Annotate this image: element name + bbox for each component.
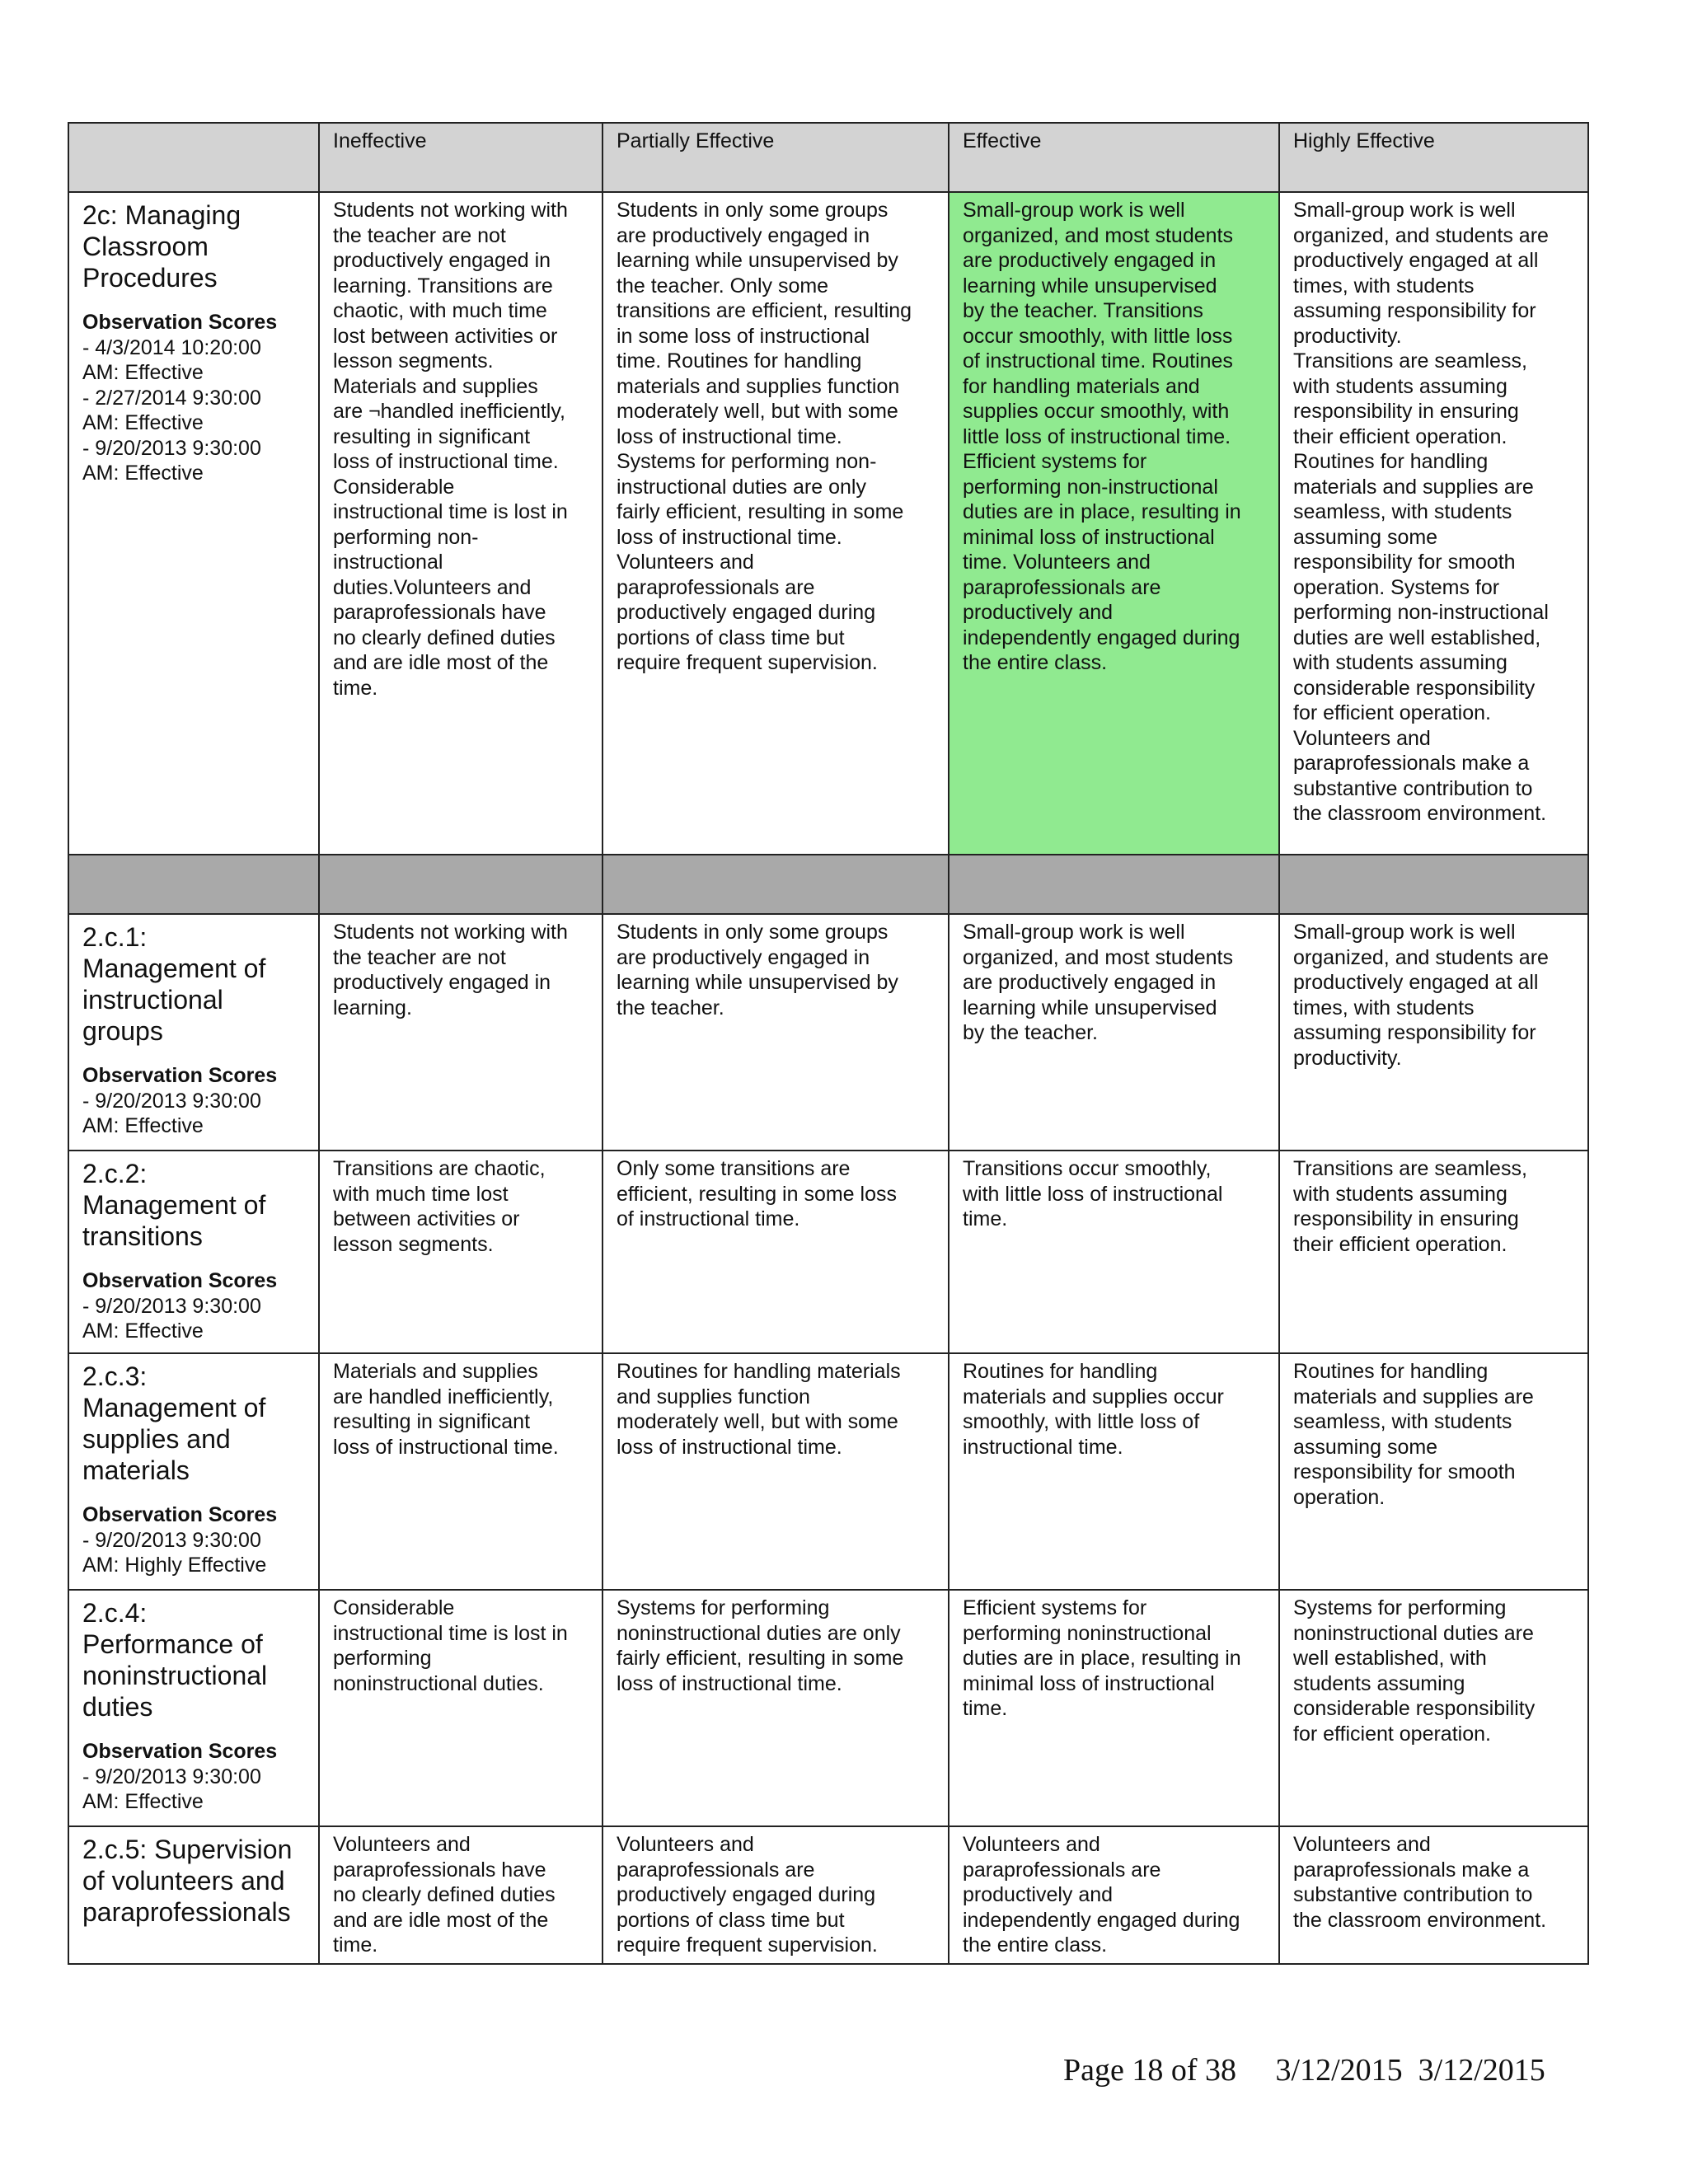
rubric-text-line: responsibility for smooth [1293, 1460, 1516, 1483]
observation-scores-heading: Observation Scores [82, 1064, 278, 1087]
rubric-text-line: Small-group work is well [1293, 921, 1516, 944]
rubric-text-line: Volunteers and [1293, 726, 1431, 750]
rubric-text-line: Only some transitions are [617, 1157, 851, 1180]
rubric-cell-ineffective [319, 1353, 603, 1590]
rubric-text-line: Transitions are seamless, [1293, 349, 1527, 373]
rubric-cell-highly-effective [1279, 1826, 1588, 1964]
rubric-text-line: fairly efficient, resulting in some [617, 1647, 904, 1670]
section-divider-cell [603, 855, 949, 914]
rubric-text-line: lesson segments. [333, 1232, 494, 1256]
rubric-text-line: substantive contribution to [1293, 1883, 1533, 1906]
rubric-text-line: considerable responsibility [1293, 1697, 1536, 1720]
rubric-text-line: performing non-instructional [1293, 601, 1549, 624]
component-title-line: materials [82, 1455, 190, 1485]
component-title-line: Procedures [82, 263, 218, 293]
rubric-cell-effective [949, 1151, 1279, 1353]
rubric-cell-partially-effective [603, 1590, 949, 1826]
rubric-text-line: Systems for performing [617, 1596, 830, 1619]
rubric-text-line: Systems for performing non- [617, 450, 877, 473]
rubric-text-line: loss of instructional time. [333, 450, 559, 473]
rubric-text-line: Routines for handling [1293, 450, 1489, 473]
rubric-text-line: moderately well, but with some [617, 1410, 898, 1433]
rubric-text-line: are ¬handled inefficiently, [333, 400, 565, 423]
rubric-text-line: time. [963, 1207, 1008, 1230]
observation-score-line: AM: Effective [82, 1790, 204, 1813]
observation-score-line: - 4/3/2014 10:20:00 [82, 335, 261, 359]
rubric-text-line: chaotic, with much time [333, 299, 547, 322]
rubric-text-line: time. Routines for handling [617, 349, 862, 373]
component-title-line: 2c: Managing [82, 200, 241, 230]
section-divider-cell [949, 855, 1279, 914]
rubric-cell-partially-effective [603, 914, 949, 1151]
rubric-text-line: the teacher. Only some [617, 274, 829, 298]
rubric-text-line: resulting in significant [333, 424, 531, 448]
rubric-text-line: Students not working with [333, 199, 568, 222]
rubric-text-line: Systems for performing [1293, 1596, 1507, 1619]
rubric-text-line: times, with students [1293, 996, 1475, 1019]
rubric-text-line: the classroom environment. [1293, 1908, 1547, 1932]
rubric-text-line: assuming responsibility for [1293, 299, 1536, 322]
rubric-text-line: assuming some [1293, 1435, 1438, 1459]
rubric-text-line: considerable responsibility [1293, 676, 1536, 700]
page-number: Page 18 of 38 [1063, 2053, 1237, 2088]
rubric-text-line: with students assuming [1293, 374, 1507, 398]
rubric-text-line: fairly efficient, resulting in some [617, 500, 904, 523]
rubric-text-line: with students assuming [1293, 651, 1507, 674]
component-title [82, 1361, 305, 1486]
rubric-text-line: occur smoothly, with little loss [963, 324, 1233, 348]
rubric-text-line: Small-group work is well [1293, 199, 1516, 222]
rubric-text-line: assuming responsibility for [1293, 1021, 1536, 1044]
rubric-text-line: productively engaged during [617, 1883, 876, 1906]
rubric-text-line: are handled inefficiently, [333, 1385, 554, 1408]
rubric-text-line: loss of instructional time. [617, 525, 842, 549]
rubric-text-line: the teacher. [617, 996, 724, 1019]
rubric-text-line: by the teacher. Transitions [963, 299, 1203, 322]
rubric-text-line: paraprofessionals are [963, 575, 1161, 599]
header-cell-highly-effective: Highly Effective [1279, 123, 1588, 192]
rubric-text-line: learning. Transitions are [333, 274, 553, 298]
rubric-text-line: no clearly defined duties [333, 1883, 556, 1906]
rubric-text-line: lesson segments. [333, 349, 494, 373]
rubric-text-line: Volunteers and [333, 1833, 471, 1856]
component-title-line: 2.c.4: [82, 1598, 148, 1628]
rubric-text-line: performing non-instructional [963, 475, 1218, 499]
observation-score-line: AM: Highly Effective [82, 1554, 267, 1577]
component-title-line: noninstructional [82, 1661, 268, 1690]
header-cell-partially-effective: Partially Effective [603, 123, 949, 192]
rubric-text-line: Volunteers and [1293, 1833, 1431, 1856]
rubric-text-line: instructional time is lost in [333, 1621, 568, 1645]
rubric-row-subcomponent [68, 914, 1588, 1151]
rubric-text-line: performing non- [333, 525, 479, 549]
rubric-text-line: Materials and supplies [333, 374, 538, 398]
rubric-text-line: and supplies function [617, 1385, 810, 1408]
rubric-text-line: paraprofessionals are [617, 575, 815, 599]
header-cell-blank [68, 123, 319, 192]
rubric-text-line: time. [333, 676, 378, 700]
rubric-text-line: and are idle most of the [333, 651, 549, 674]
rubric-text-line: the entire class. [963, 1933, 1108, 1957]
rubric-cell-highly-effective [1279, 1151, 1588, 1353]
rubric-text-line: for efficient operation. [1293, 701, 1491, 724]
rubric-text-line: operation. [1293, 1485, 1386, 1509]
footer-date: 3/12/2015 [1418, 2053, 1545, 2088]
component-title-line: 2.c.5: Supervision [82, 1835, 293, 1864]
component-title-line: 2.c.3: [82, 1361, 148, 1391]
rubric-text-line: organized, and students are [1293, 945, 1549, 969]
rubric-text-line: materials and supplies occur [963, 1385, 1224, 1408]
rubric-text-line: performing [333, 1647, 432, 1670]
rubric-text-line: are productively engaged in [963, 971, 1217, 994]
observation-scores-heading: Observation Scores [82, 1269, 278, 1292]
rubric-cell-ineffective [319, 192, 603, 855]
component-title-line: Performance of [82, 1629, 263, 1659]
component-title-line: instructional [82, 985, 223, 1015]
rubric-text-line: Small-group work is well [963, 199, 1185, 222]
page-footer [1063, 2052, 1545, 2088]
observation-score-line: - 9/20/2013 9:30:00 [82, 1294, 261, 1318]
rubric-cell-highly-effective [1279, 192, 1588, 855]
component-title-line: groups [82, 1016, 163, 1046]
rubric-text-line: paraprofessionals make a [1293, 1858, 1530, 1882]
component-title-line: paraprofessionals [82, 1897, 291, 1927]
rubric-text-line: lost between activities or [333, 324, 558, 348]
component-title-line: transitions [82, 1221, 203, 1251]
rubric-text-line: students assuming [1293, 1671, 1465, 1695]
component-label-cell [68, 192, 319, 855]
rubric-text-line: Transitions occur smoothly, [963, 1157, 1212, 1180]
component-title [82, 1834, 305, 1928]
rubric-text-line: organized, and most students [963, 223, 1233, 247]
component-title-line: Management of [82, 1393, 266, 1422]
component-label-cell [68, 1826, 319, 1964]
observation-score-line: AM: Effective [82, 411, 204, 434]
rubric-row-subcomponent [68, 1826, 1588, 1964]
rubric-text-line: with much time lost [333, 1182, 509, 1206]
rubric-text-line: Students in only some groups [617, 199, 889, 222]
rubric-text-line: productivity. [1293, 1046, 1402, 1070]
rubric-text-line: time. [963, 1697, 1008, 1720]
rubric-text-line: efficient, resulting in some loss [617, 1182, 897, 1206]
rubric-cell-partially-effective [603, 1151, 949, 1353]
rubric-text-line: portions of class time but [617, 626, 845, 649]
observation-score-line: - 9/20/2013 9:30:00 [82, 1765, 261, 1788]
rubric-text-line: seamless, with students [1293, 500, 1512, 523]
observation-scores-heading: Observation Scores [82, 1740, 278, 1763]
rubric-cell-highly-effective [1279, 1353, 1588, 1590]
rubric-text-line: Students in only some groups [617, 921, 889, 944]
rubric-text-line: assuming some [1293, 525, 1438, 549]
rubric-text-line: performing noninstructional [963, 1621, 1212, 1645]
rubric-text-line: materials and supplies are [1293, 1385, 1534, 1408]
rubric-text-line: times, with students [1293, 274, 1475, 298]
rubric-table [68, 122, 1589, 1965]
rubric-text-line: instructional time is lost in [333, 500, 568, 523]
rubric-text-line: between activities or [333, 1207, 520, 1230]
rubric-cell-effective [949, 1826, 1279, 1964]
observation-score-line: AM: Effective [82, 361, 204, 384]
component-title-line: supplies and [82, 1424, 231, 1454]
rubric-text-line: moderately well, but with some [617, 400, 898, 423]
rubric-text-line: supplies occur smoothly, with [963, 400, 1230, 423]
rubric-text-line: in some loss of instructional [617, 324, 870, 348]
rubric-text-line: require frequent supervision. [617, 651, 878, 674]
rubric-text-line: Small-group work is well [963, 921, 1185, 944]
footer-date: 3/12/2015 [1275, 2053, 1403, 2088]
rubric-text-line: operation. Systems for [1293, 575, 1500, 599]
rubric-text-line: instructional duties are only [617, 475, 866, 499]
rubric-text-line: smoothly, with little loss of [963, 1410, 1200, 1433]
rubric-text-line: paraprofessionals are [617, 1858, 815, 1882]
rubric-text-line: are productively engaged in [617, 223, 870, 247]
section-divider-row [68, 855, 1588, 914]
component-label-cell [68, 1353, 319, 1590]
rubric-text-line: noninstructional duties are only [617, 1621, 901, 1645]
rubric-text-line: minimal loss of instructional [963, 525, 1215, 549]
header-row [68, 123, 1588, 192]
observation-score-line: AM: Effective [82, 1319, 204, 1343]
rubric-text-line: time. Volunteers and [963, 551, 1151, 574]
rubric-text-line: and are idle most of the [333, 1908, 549, 1932]
rubric-text-line: the entire class. [963, 651, 1108, 674]
rubric-text-line: duties.Volunteers and [333, 575, 532, 599]
rubric-text-line: materials and supplies function [617, 374, 900, 398]
rubric-cell-ineffective [319, 1826, 603, 1964]
observation-score-line: AM: Effective [82, 462, 204, 485]
rubric-cell-partially-effective [603, 1353, 949, 1590]
rubric-text-line: minimal loss of instructional [963, 1671, 1215, 1695]
rubric-row-subcomponent [68, 1353, 1588, 1590]
rubric-text-line: well established, with [1293, 1647, 1487, 1670]
rubric-cell-highly-effective [1279, 1590, 1588, 1826]
rubric-cell-effective [949, 192, 1279, 855]
rubric-text-line: little loss of instructional time. [963, 424, 1231, 448]
rubric-text-line: for efficient operation. [1293, 1722, 1491, 1746]
rubric-text-line: duties are in place, resulting in [963, 500, 1241, 523]
rubric-cell-partially-effective [603, 192, 949, 855]
component-title-line: Management of [82, 1190, 266, 1220]
rubric-text-line: loss of instructional time. [333, 1435, 559, 1459]
rubric-text-line: Transitions are chaotic, [333, 1157, 546, 1180]
rubric-text-line: paraprofessionals are [963, 1858, 1161, 1882]
rubric-text-line: portions of class time but [617, 1908, 845, 1932]
observation-score-line: - 9/20/2013 9:30:00 [82, 436, 261, 460]
component-title-line: duties [82, 1692, 153, 1722]
rubric-text-line: independently engaged during [963, 1908, 1240, 1932]
component-label-cell [68, 914, 319, 1151]
rubric-cell-ineffective [319, 1151, 603, 1353]
rubric-text-line: no clearly defined duties [333, 626, 556, 649]
rubric-text-line: materials and supplies are [1293, 475, 1534, 499]
rubric-text-line: their efficient operation. [1293, 424, 1507, 448]
component-title [82, 199, 305, 293]
rubric-text-line: paraprofessionals make a [1293, 752, 1530, 775]
rubric-text-line: noninstructional duties are [1293, 1621, 1534, 1645]
rubric-text-line: Students not working with [333, 921, 568, 944]
rubric-text-line: loss of instructional time. [617, 424, 842, 448]
rubric-text-line: loss of instructional time. [617, 1671, 842, 1695]
rubric-text-line: organized, and most students [963, 945, 1233, 969]
rubric-text-line: productively and [963, 601, 1114, 624]
rubric-text-line: paraprofessionals have [333, 1858, 546, 1882]
rubric-text-line: independently engaged during [963, 626, 1240, 649]
rubric-text-line: Materials and supplies [333, 1360, 538, 1383]
rubric-text-line: are productively engaged in [617, 945, 870, 969]
rubric-text-line: learning while unsupervised [963, 996, 1217, 1019]
rubric-text-line: responsibility in ensuring [1293, 400, 1519, 423]
observation-scores-heading: Observation Scores [82, 1503, 278, 1526]
rubric-text-line: substantive contribution to [1293, 776, 1533, 800]
observation-scores-heading: Observation Scores [82, 311, 278, 334]
rubric-text-line: productively and [963, 1883, 1114, 1906]
component-title [82, 921, 305, 1047]
rubric-text-line: for handling materials and [963, 374, 1200, 398]
rubric-row-subcomponent [68, 1590, 1588, 1826]
rubric-text-line: learning while unsupervised by [617, 971, 898, 994]
rubric-text-line: with little loss of instructional [963, 1182, 1223, 1206]
section-divider-cell [68, 855, 319, 914]
rubric-text-line: their efficient operation. [1293, 1232, 1507, 1256]
rubric-text-line: duties are well established, [1293, 626, 1541, 649]
rubric-text-line: with students assuming [1293, 1182, 1507, 1206]
component-title [82, 1597, 305, 1722]
rubric-text-line: responsibility in ensuring [1293, 1207, 1519, 1230]
component-title-line: 2.c.2: [82, 1159, 148, 1188]
rubric-text-line: productivity. [1293, 324, 1402, 348]
component-title [82, 1158, 305, 1252]
rubric-cell-highly-effective [1279, 914, 1588, 1151]
component-label-cell [68, 1590, 319, 1826]
rubric-cell-ineffective [319, 1590, 603, 1826]
component-title-line: 2.c.1: [82, 922, 148, 952]
header-cell-ineffective: Ineffective [319, 123, 603, 192]
rubric-text-line: learning while unsupervised [963, 274, 1217, 298]
rubric-text-line: Efficient systems for [963, 1596, 1147, 1619]
rubric-text-line: transitions are efficient, resulting [617, 299, 912, 322]
rubric-text-line: Volunteers and [963, 1833, 1100, 1856]
rubric-cell-effective [949, 914, 1279, 1151]
rubric-text-line: time. [333, 1933, 378, 1957]
rubric-text-line: are productively engaged in [963, 249, 1217, 272]
rubric-text-line: responsibility for smooth [1293, 551, 1516, 574]
rubric-text-line: Considerable [333, 1596, 455, 1619]
rubric-text-line: productively engaged during [617, 601, 876, 624]
component-title-line: of volunteers and [82, 1866, 285, 1896]
rubric-text-line: loss of instructional time. [617, 1435, 842, 1459]
rubric-cell-partially-effective [603, 1826, 949, 1964]
rubric-text-line: Routines for handling [963, 1360, 1158, 1383]
rubric-text-line: seamless, with students [1293, 1410, 1512, 1433]
rubric-text-line: the teacher are not [333, 223, 506, 247]
rubric-text-line: require frequent supervision. [617, 1933, 878, 1957]
rubric-text-line: productively engaged in [333, 971, 551, 994]
rubric-cell-effective [949, 1353, 1279, 1590]
observation-score-line: - 9/20/2013 9:30:00 [82, 1089, 261, 1113]
rubric-text-line: instructional [333, 551, 443, 574]
rubric-text-line: resulting in significant [333, 1410, 531, 1433]
rubric-text-line: productively engaged in [333, 249, 551, 272]
rubric-text-line: duties are in place, resulting in [963, 1647, 1241, 1670]
rubric-text-line: productively engaged at all [1293, 971, 1539, 994]
observation-score-line: - 2/27/2014 9:30:00 [82, 386, 261, 410]
observation-score-line: AM: Effective [82, 1114, 204, 1137]
section-divider-cell [1279, 855, 1588, 914]
observation-score-line: - 9/20/2013 9:30:00 [82, 1528, 261, 1552]
rubric-text-line: learning while unsupervised by [617, 249, 898, 272]
rubric-text-line: Considerable [333, 475, 455, 499]
rubric-text-line: by the teacher. [963, 1021, 1099, 1044]
rubric-row-subcomponent [68, 1151, 1588, 1353]
rubric-text-line: the teacher are not [333, 945, 506, 969]
rubric-text-line: Volunteers and [617, 551, 754, 574]
component-title-line: Management of [82, 954, 266, 983]
rubric-body [68, 192, 1588, 1964]
rubric-text-line: of instructional time. [617, 1207, 800, 1230]
component-label-cell [68, 1151, 319, 1353]
rubric-text-line: Routines for handling materials [617, 1360, 901, 1383]
rubric-text-line: instructional time. [963, 1435, 1123, 1459]
section-divider-cell [319, 855, 603, 914]
rubric-text-line: productively engaged at all [1293, 249, 1539, 272]
rubric-text-line: learning. [333, 996, 412, 1019]
component-title-line: Classroom [82, 232, 209, 261]
rubric-text-line: the classroom environment. [1293, 802, 1547, 825]
rubric-text-line: of instructional time. Routines [963, 349, 1233, 373]
rubric-text-line: noninstructional duties. [333, 1671, 544, 1695]
rubric-text-line: Efficient systems for [963, 450, 1147, 473]
rubric-text-line: organized, and students are [1293, 223, 1549, 247]
rubric-text-line: Transitions are seamless, [1293, 1157, 1527, 1180]
rubric-text-line: paraprofessionals have [333, 601, 546, 624]
rubric-text-line: Routines for handling [1293, 1360, 1489, 1383]
rubric-row-main [68, 192, 1588, 855]
header-cell-effective: Effective [949, 123, 1279, 192]
rubric-cell-ineffective [319, 914, 603, 1151]
rubric-text-line: Volunteers and [617, 1833, 754, 1856]
rubric-cell-effective [949, 1590, 1279, 1826]
